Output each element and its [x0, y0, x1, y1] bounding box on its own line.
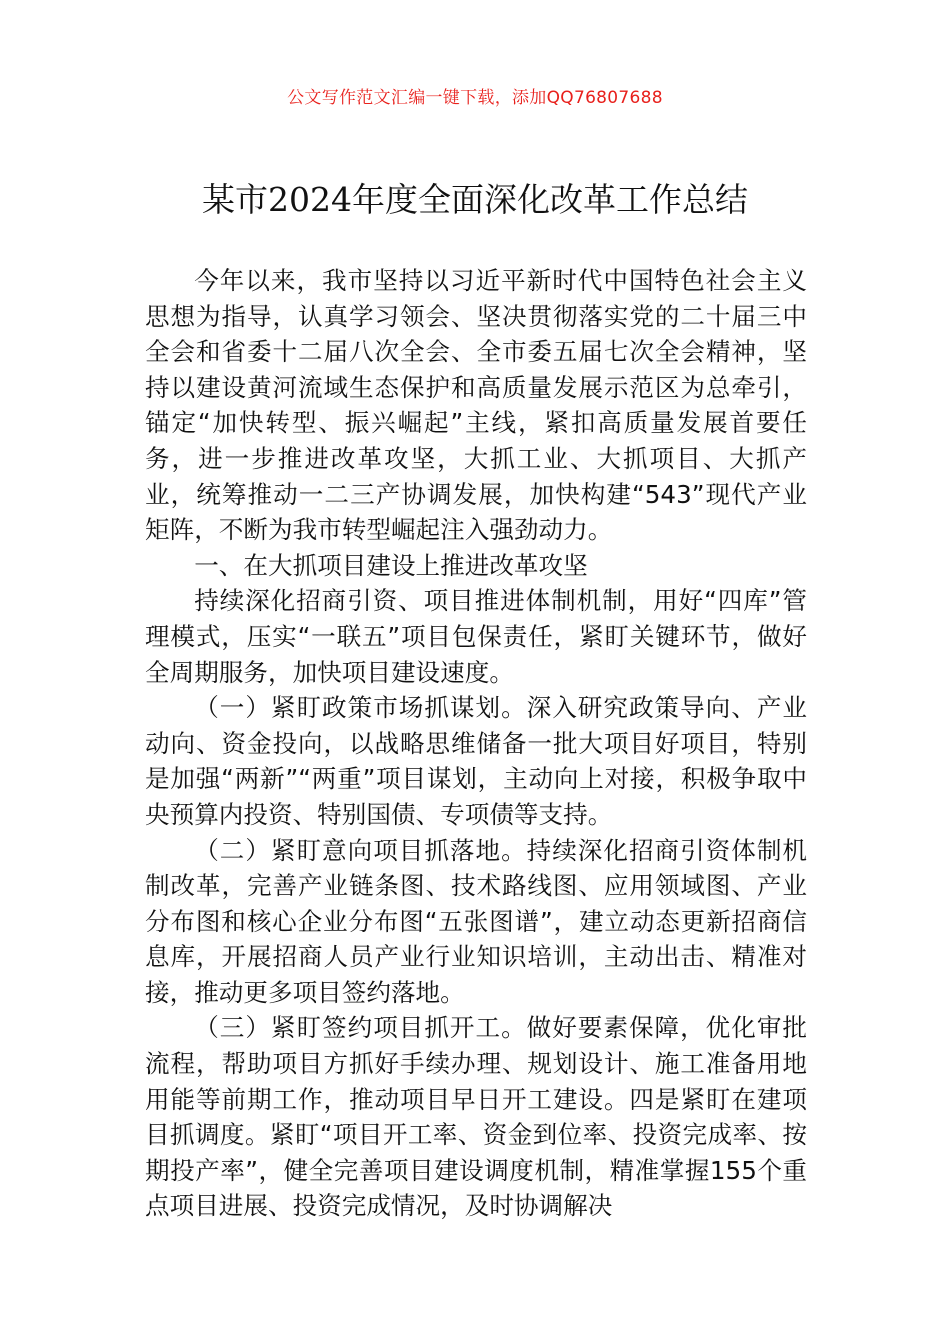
body-paragraph: （三）紧盯签约项目抓开工。做好要素保障，优化审批流程，帮助项目方抓好手续办理、规划设计、施工准备用地用能等前期工作，推动项目早日开工建设。四是紧盯在建项目抓调度。紧盯“项目开工率、资金到位率、投资完成率、按期投产率”，健全完善项目建设调度机制，精准掌握155个重点项目进展、投资完成情况，及时协调解决: [145, 1013, 807, 1221]
section-heading: 一、在大抓项目建设上推进改革攻坚: [194, 550, 588, 580]
document-title: 某市2024年度全面深化改革工作总结: [202, 180, 748, 219]
body-paragraph: （一）紧盯政策市场抓谋划。深入研究政策导向、产业动向、资金投向，以战略思维储备一批大项目好项目，特别是加强“两新”“两重”项目谋划，主动向上对接，积极争取中央预算内投资、特别国债、专项债等支持。: [145, 693, 807, 829]
document-body: [145, 263, 807, 1224]
download-banner: 公文写作范文汇编一键下载，添加QQ76807688: [287, 88, 663, 108]
intro-paragraph: 今年以来，我市坚持以习近平新时代中国特色社会主义思想为指导，认真学习领会、坚决贯彻落实党的二十届三中全会和省委十二届八次全会、全市委五届七次全会精神，坚持以建设黄河流域生态保护和高质量发展示范区为总牵引，锚定“加快转型、振兴崛起”主线，紧扣高质量发展首要任务，进一步推进改革攻坚，大抓工业、大抓项目、大抓产业，统筹推动一二三产协调发展，加快构建“543”现代产业矩阵，不断为我市转型崛起注入强劲动力。: [145, 266, 807, 545]
body-paragraph: 持续深化招商引资、项目推进体制机制，用好“四库”管理模式，压实“一联五”项目包保责任，紧盯关键环节，做好全周期服务，加快项目建设速度。: [145, 586, 807, 687]
body-paragraph: （二）紧盯意向项目抓落地。持续深化招商引资体制机制改革，完善产业链条图、技术路线图、应用领域图、产业分布图和核心企业分布图“五张图谱”，建立动态更新招商信息库，开展招商人员产业行业知识培训，主动出击、精准对接，推动更多项目签约落地。: [145, 835, 807, 1007]
